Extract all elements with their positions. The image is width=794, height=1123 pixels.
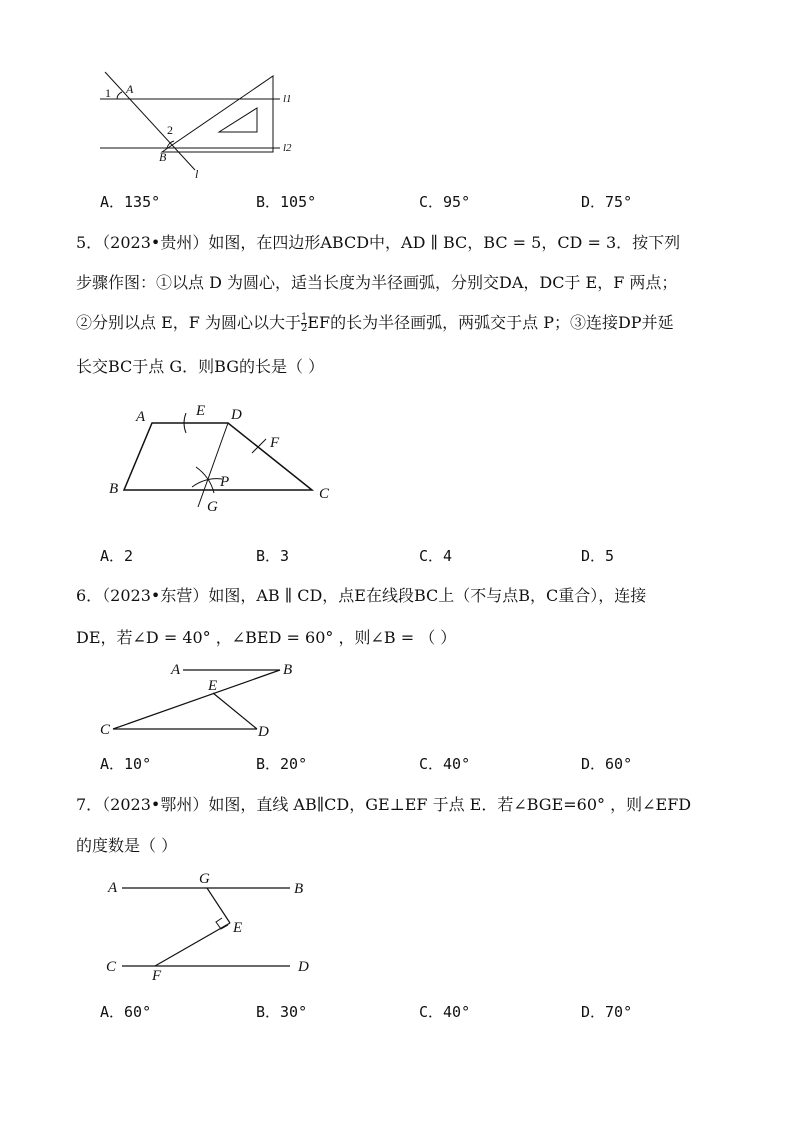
- label-1: 1: [105, 86, 111, 100]
- label-l: l: [195, 167, 199, 181]
- q5-option-a: A．2: [100, 547, 134, 565]
- q7-figure: [100, 868, 325, 983]
- label-D: D: [298, 959, 309, 975]
- q7-option-a: A．60°: [100, 1003, 152, 1021]
- label-B: B: [283, 662, 293, 678]
- label-l1: l1: [283, 93, 292, 105]
- q5-text-line4: 长交BC于点 G．则BG的长是（ ）: [76, 357, 325, 376]
- label-A: A: [136, 409, 146, 425]
- segment-ed: [213, 693, 257, 729]
- angle-1-arc: [117, 92, 122, 99]
- segment-ef: [155, 923, 230, 966]
- q5-option-d: D．5: [581, 547, 615, 565]
- label-l2: l2: [283, 142, 292, 154]
- line-l: [105, 72, 195, 170]
- label-F: F: [270, 435, 280, 451]
- label-F: F: [152, 968, 162, 983]
- set-square-inner: [219, 108, 257, 132]
- label-2: 2: [167, 123, 173, 137]
- q4-option-a: A．135°: [100, 193, 161, 211]
- label-B: B: [294, 881, 304, 897]
- q6-option-a: A．10°: [100, 755, 152, 773]
- fraction-numerator: 1: [300, 312, 308, 323]
- q5-line3-part2: EF的长为半径画弧，两弧交于点 P；③连接DP并延: [307, 313, 674, 332]
- quadrilateral-abcd: [124, 423, 312, 490]
- label-A: A: [171, 662, 181, 678]
- label-E: E: [233, 920, 243, 936]
- q5-text-line1: 5．（2023•贵州）如图，在四边形ABCD中，AD ∥ BC，BC = 5，CD = 3．按下列: [76, 233, 681, 252]
- q6-text-line1: 6．（2023•东营）如图，AB ∥ CD，点E在线段BC上（不与点B，C重合），连接: [76, 586, 647, 605]
- label-E: E: [208, 678, 218, 694]
- q5-text-line3: [76, 313, 674, 334]
- set-square-outer: [162, 76, 273, 152]
- q5-option-b: B．3: [256, 547, 290, 565]
- label-P: P: [220, 474, 230, 490]
- q5-option-c: C．4: [419, 547, 453, 565]
- q6-option-b: B．20°: [256, 755, 308, 773]
- q7-option-d: D．70°: [581, 1003, 633, 1021]
- q6-option-d: D．60°: [581, 755, 633, 773]
- label-C: C: [319, 486, 330, 502]
- label-C: C: [106, 959, 117, 975]
- segment-dg: [198, 423, 228, 507]
- q4-figure: [95, 70, 310, 185]
- label-E: E: [196, 403, 206, 419]
- q5-text-line2: 步骤作图：①以点 D 为圆心，适当长度为半径画弧，分别交DA，DC于 E，F 两点；: [76, 273, 678, 292]
- label-G: G: [199, 871, 210, 887]
- q5-figure: [100, 395, 345, 520]
- label-G: G: [207, 499, 218, 515]
- label-B: B: [159, 150, 167, 164]
- label-B: B: [109, 481, 119, 497]
- segment-ge: [207, 888, 230, 923]
- label-C: C: [100, 722, 111, 738]
- fraction-denominator: 2: [300, 323, 308, 334]
- q5-line3-part1: ②分别以点 E，F 为圆心以大于: [76, 313, 301, 332]
- label-A: A: [126, 82, 134, 96]
- q7-option-c: C．40°: [419, 1003, 471, 1021]
- q6-text-line2: DE，若∠D = 40° ，∠BED = 60° ，则∠B = （ ）: [76, 628, 457, 647]
- label-D: D: [231, 407, 242, 423]
- q6-figure: [95, 658, 305, 740]
- q7-option-b: B．30°: [256, 1003, 308, 1021]
- q4-option-b: B．105°: [256, 193, 317, 211]
- q7-text-line1: 7．（2023•鄂州）如图，直线 AB∥CD，GE⊥EF 于点 E．若∠BGE=60° ，则∠EFD: [76, 795, 692, 814]
- label-A: A: [108, 880, 118, 896]
- q4-option-d: D．75°: [581, 193, 633, 211]
- label-D: D: [258, 724, 269, 740]
- segment-bc: [113, 670, 280, 729]
- q4-option-c: C．95°: [419, 193, 471, 211]
- q7-text-line2: 的度数是（ ）: [76, 836, 178, 855]
- q6-option-c: C．40°: [419, 755, 471, 773]
